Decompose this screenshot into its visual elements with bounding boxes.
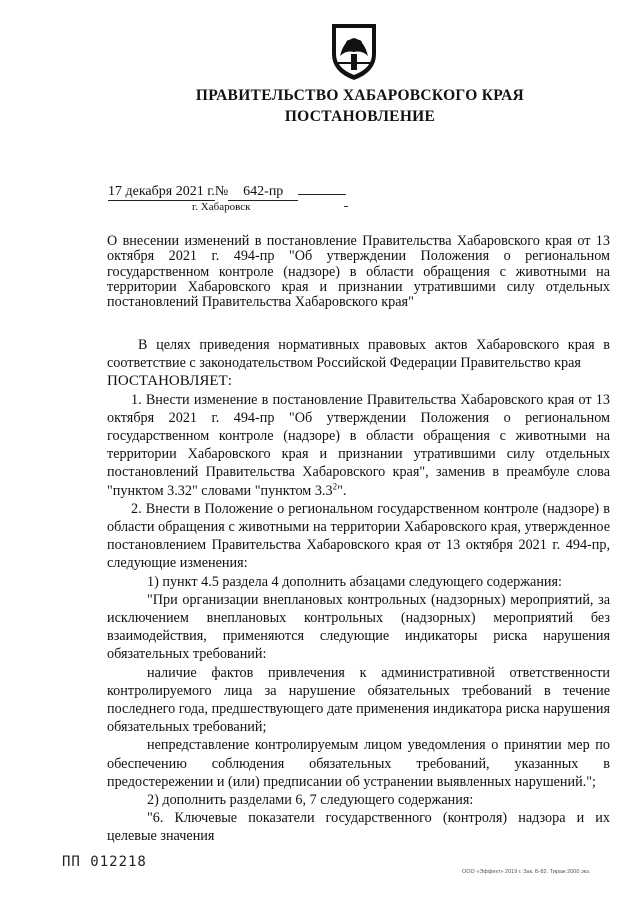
section-6-heading: "6. Ключевые показатели государственного (контроля) надзора и их целевые значения xyxy=(107,810,610,845)
quote-paragraph-2: наличие фактов привлечения к административной ответственности контролируемого лица за нарушение обязательных требований в течение последнего года, предшествующего дате применения индикатора риска нарушения обязательных требований; xyxy=(107,664,610,736)
decree-word: ПОСТАНОВЛЯЕТ: xyxy=(107,373,232,390)
scan-mark xyxy=(344,206,348,207)
subitem-2: 2) дополнить разделами 6, 7 следующего содержания: xyxy=(147,792,474,809)
number-underline xyxy=(298,194,346,195)
date-number-line xyxy=(108,184,346,201)
item-1-text: 1. Внести изменение в постановление Правительства Хабаровского края от 13 октября 2021 г. 494-пр "Об утверждении Положения о региональном государственном контроле (надзоре) в области обращения с животными на территории Хабаровского края и признании утратившими силу отдельных постановлений Правительства Хабаровского края", заменив в преамбуле слова "пунктом 3.32" словами "пунктом 3.3 xyxy=(107,391,610,499)
number-sign: № xyxy=(214,184,229,199)
document-subject: О внесении изменений в постановление Правительства Хабаровского края от 13 октября 2021 г. 494-пр "Об утверждении Положения о региональном государственном контроле (надзоре) в области обращения с животными на территории Хабаровского края и признании утратившими силу отдельных постановлений Правительства Хабаровского края" xyxy=(107,233,610,311)
document-kind: ПОСТАНОВЛЕНИЕ xyxy=(284,108,436,125)
coat-of-arms-emblem xyxy=(326,18,382,82)
intro-paragraph: В целях приведения нормативных правовых актов Хабаровского края в соответствие с законодательством Российской Федерации Правительство края xyxy=(107,337,610,372)
item-2: 2. Внести в Положение о региональном государственном контроле (надзоре) в области обращения с животными на территории Хабаровского края, утвержденное постановлением Правительства Хабаровского края от 13 октября 2021 г. 494-пр, следующие изменения: xyxy=(107,500,610,572)
item-1-end: ". xyxy=(337,482,347,499)
printer-imprint: ООО «Эффект» 2019 г. Зак. Б-82. Тираж 2000 экз. xyxy=(462,869,591,875)
city: г. Хабаровск xyxy=(192,201,251,213)
government-title: ПРАВИТЕЛЬСТВО ХАБАРОВСКОГО КРАЯ xyxy=(195,87,525,104)
form-code: ПП 012218 xyxy=(62,854,147,870)
quote-paragraph-3: непредставление контролируемым лицом уведомления о принятии мер по обеспечению соблюдения обязательных требований, указанных в предостережении и (или) предписании об устранении выявленных нарушений."; xyxy=(107,737,610,790)
item-1-superscript: 2 xyxy=(332,480,338,491)
subitem-1: 1) пункт 4.5 раздела 4 дополнить абзацами следующего содержания: xyxy=(147,573,562,590)
decree-number: 642-пр xyxy=(228,184,298,201)
decree-date: 17 декабря 2021 г. xyxy=(108,184,215,199)
item-1 xyxy=(107,391,610,500)
quote-paragraph-1: "При организации внеплановых контрольных (надзорных) мероприятий, за исключением внеплановых контрольных (надзорных) мероприятий без взаимодействия, применяются следующие индикаторы риска нарушения обязательных требований: xyxy=(107,591,610,663)
document-body xyxy=(107,336,610,846)
